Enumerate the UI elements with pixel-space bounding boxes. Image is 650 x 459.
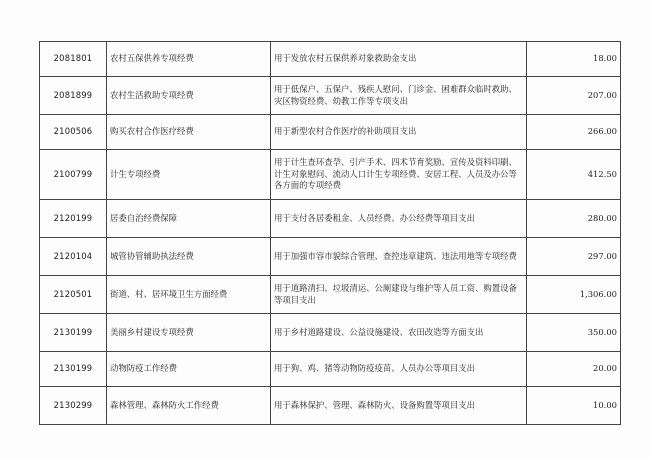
item-name: 美丽乡村建设专项经费 — [107, 314, 271, 352]
table-row — [40, 238, 621, 276]
item-amount: 207.00 — [527, 77, 621, 115]
item-name: 农村五保供养专项经费 — [107, 42, 271, 77]
item-description: 用于支付各居委租金、人员经费、办公经费等项目支出 — [271, 200, 527, 238]
item-name: 城管协管辅助执法经费 — [107, 238, 271, 276]
item-amount: 18.00 — [527, 42, 621, 77]
item-amount: 350.00 — [527, 314, 621, 352]
item-name: 农村生活救助专项经费 — [107, 77, 271, 115]
item-description: 用于乡村道路建设、公益设施建设、农田改造等方面支出 — [271, 314, 527, 352]
item-code: 2120199 — [40, 200, 107, 238]
item-amount: 1,306.00 — [527, 276, 621, 314]
item-description: 用于加强市容市貌综合管理、查控违章建筑、违法用地等专项经费 — [271, 238, 527, 276]
item-description: 用于森林保护、管理、森林防火、设备购置等项目支出 — [271, 387, 527, 425]
budget-table — [39, 41, 621, 425]
item-description: 用于低保户、五保户、残疾人慰问、门诊金、困难群众临时救助、灾区物资经费、幼教工作等专项支出 — [271, 77, 527, 115]
item-code: 2100506 — [40, 115, 107, 150]
item-amount: 20.00 — [527, 352, 621, 387]
item-amount: 10.00 — [527, 387, 621, 425]
table-row — [40, 276, 621, 314]
item-code: 2130199 — [40, 352, 107, 387]
item-description: 用于新型农村合作医疗的补助项目支出 — [271, 115, 527, 150]
table-row — [40, 77, 621, 115]
item-name: 森林管理、森林防火工作经费 — [107, 387, 271, 425]
item-code: 2081899 — [40, 77, 107, 115]
item-amount: 280.00 — [527, 200, 621, 238]
table-row — [40, 387, 621, 425]
item-description: 用于道路清扫、垃圾清运、公厕建设与维护等人员工资、购置设备等项目支出 — [271, 276, 527, 314]
table-row — [40, 352, 621, 387]
table-row — [40, 200, 621, 238]
table-row — [40, 314, 621, 352]
item-name: 动物防疫工作经费 — [107, 352, 271, 387]
table-row — [40, 150, 621, 200]
item-description: 用于发放农村五保供养对象救助金支出 — [271, 42, 527, 77]
table-row — [40, 115, 621, 150]
table-row — [40, 42, 621, 77]
item-amount: 297.00 — [527, 238, 621, 276]
item-code: 2130299 — [40, 387, 107, 425]
item-amount: 266.00 — [527, 115, 621, 150]
item-amount: 412.50 — [527, 150, 621, 200]
item-code: 2120501 — [40, 276, 107, 314]
item-name: 街道、村、居环境卫生方面经费 — [107, 276, 271, 314]
item-name: 计生专项经费 — [107, 150, 271, 200]
item-description: 用于计生查环查孕、引产手术、四术节育奖励、宣传及资料印刷、计生对象慰问、流动人口计生专项经费、安居工程、人员及办公等各方面的专项经费 — [271, 150, 527, 200]
item-code: 2081801 — [40, 42, 107, 77]
item-code: 2100799 — [40, 150, 107, 200]
item-name: 居委自治经费保障 — [107, 200, 271, 238]
item-description: 用于狗、鸡、猪等动物防疫疫苗、人员办公等项目支出 — [271, 352, 527, 387]
item-code: 2130199 — [40, 314, 107, 352]
item-name: 购买农村合作医疗经费 — [107, 115, 271, 150]
item-code: 2120104 — [40, 238, 107, 276]
